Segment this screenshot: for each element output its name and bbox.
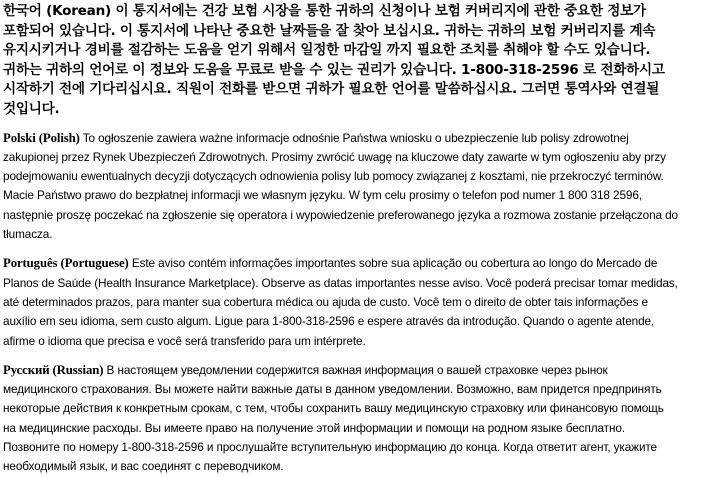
russian-first-line — [3, 361, 709, 380]
portuguese-section — [3, 254, 709, 350]
portuguese-line: Este aviso contém informações importantes sobre sua aplicação ou cobertura ao longo do Mercado de — [131, 256, 658, 271]
polish-line: zakupionej przez Rynek Ubezpieczeń Zdrowotnych. Prosimy zwrócić uwagę na kluczowe daty zawarte w tym ogłoszeniu aby przy — [3, 149, 666, 164]
russian-line: Позвоните по номеру 1-800-318-2596 и прослушайте вступительную информацию до конца. Когда ответит агент, укажите — [3, 440, 657, 455]
portuguese-line: até determinados prazos, para manter sua cobertura médica ou ajuda de custo. Você tem o direito de obter tais informações e — [3, 294, 648, 309]
polish-line: tłumacza. — [3, 227, 53, 242]
portuguese-line: auxílio em seu idioma, sem custo algum. Ligue para 1-800-318-2596 e espere através da introdução. Quando o agente atende, — [3, 314, 655, 329]
polish-line: podejmowaniu ewentualnych decyzji dotyczących odnowienia polisy lub pomocy związanej z kosztami, nie przekroczyć terminów. — [3, 169, 664, 184]
korean-line: 포함되어 있습니다. 이 통지서에 나타난 중요한 날짜들을 잘 찾아 보십시요. 귀하는 귀하의 보험 커버리지를 계속 — [3, 22, 656, 39]
korean-section — [3, 2, 709, 120]
russian-section — [3, 361, 709, 477]
russian-line: медицинского страхования. Вы можете найти важные даты в данном уведомлении. Возможно, вам придется предпринять — [3, 382, 662, 397]
portuguese-language-name: Português (Portuguese) — [3, 256, 129, 271]
polish-language-name: Polski (Polish) — [3, 130, 80, 145]
polish-line: Macie Państwo prawo do bezpłatnej informacji we własnym języku. W tym celu prosimy o telefon pod numer 1 800 318 2596, — [3, 188, 642, 203]
language-notice-page — [3, 2, 709, 477]
portuguese-line: afirme o idioma que precisa e você será transferido para um intérprete. — [3, 333, 366, 348]
polish-line: następnie proszę poczekać na zgłoszenie się operatora i wypowiedzenie preferowanego języka a rozmowa zostanie przełączona do — [3, 207, 678, 222]
portuguese-line: Planos de Saúde (Health Insurance Marketplace). Observe as datas importantes nesse aviso. Você poderá precisar tomar medidas, — [3, 275, 678, 290]
russian-line: некоторые действия к конкретным срокам, с тем, чтобы сохранить вашу медицинскую страховку или финансовую помощь — [3, 401, 664, 416]
polish-section — [3, 129, 709, 245]
portuguese-first-line — [3, 254, 709, 273]
russian-line: на медицинские расходы. Вы имеете право на получение этой информации и помощи на родном языке бесплатно. — [3, 420, 625, 435]
korean-line: 한국어 (Korean) 이 통지서에는 건강 보험 시장을 통한 귀하의 신청이나 보험 커버리지에 관한 중요한 정보가 — [3, 3, 646, 19]
korean-line: 것입니다. — [3, 100, 60, 117]
russian-line: необходимый язык, и вас соединят с переводчиком. — [3, 459, 284, 474]
polish-line: To ogłoszenie zawiera ważne informacje odnośnie Państwa wniosku o ubezpieczenie lub polisy zdrowotnej — [82, 130, 629, 145]
russian-language-name: Русский (Russian) — [3, 362, 104, 377]
korean-line: 시작하기 전에 기다리십시요. 직원이 전화를 받으면 귀하가 필요한 언어를 말씀하십시요. 그러면 통역사와 연결될 — [3, 81, 660, 98]
russian-line: В настоящем уведомлении содержится важная информация о вашей страховке через рынок — [106, 362, 608, 377]
polish-first-line — [3, 129, 709, 148]
korean-line: 유지시키거나 경비를 절감하는 도움을 얻기 위해서 일정한 마감일 까지 필요한 조치를 취해야 할 수도 있습니다. — [3, 42, 651, 59]
korean-line: 귀하는 귀하의 언어로 이 정보와 도움을 무료로 받을 수 있는 권리가 있습니다. 1-800-318-2596 로 전화하시고 — [3, 61, 665, 78]
